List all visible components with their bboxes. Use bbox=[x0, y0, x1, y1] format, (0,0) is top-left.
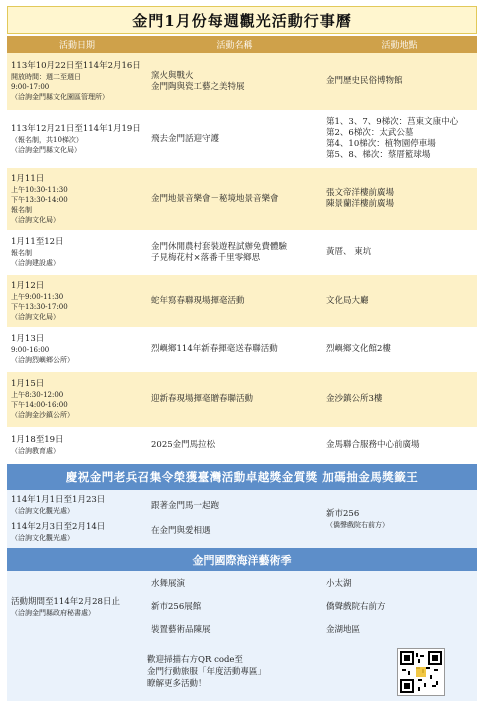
row-place: 張文帝洋樓前廣場 bbox=[326, 188, 395, 198]
row-date: 1月15日 bbox=[11, 379, 45, 389]
row-place: 金門歷史民俗博物館 bbox=[326, 76, 403, 86]
row-name: 金門休閒農村套裝遊程試辦免費體驗 bbox=[151, 241, 288, 252]
row-date: 1月12日 bbox=[11, 280, 45, 291]
row-sub: 下午13:30-14:00 bbox=[11, 195, 68, 204]
footer-line: 瞭解更多活動！ bbox=[147, 679, 207, 689]
festival-place: 僑聲戲院右前方 bbox=[326, 601, 386, 612]
promo-date: 114年1月1日至1月23日 bbox=[11, 495, 106, 505]
row-place: 烈嶼鄉文化館2樓 bbox=[326, 344, 391, 354]
table-row bbox=[7, 372, 477, 427]
row-sub: （洽詢烈嶼鄉公所） bbox=[11, 356, 74, 364]
table-row bbox=[7, 327, 477, 372]
page bbox=[7, 0, 477, 701]
festival-place: 小太湖 bbox=[326, 578, 352, 589]
art-festival-section bbox=[7, 571, 477, 643]
table-header bbox=[7, 36, 477, 53]
row-date: 113年12月21日至114年1月19日 bbox=[11, 123, 141, 134]
table-row bbox=[7, 275, 477, 327]
row-sub: （洽詢文化局） bbox=[11, 312, 60, 321]
table-row bbox=[7, 427, 477, 464]
row-name: 金門地景音樂會－秘境地景音樂會 bbox=[151, 193, 279, 204]
table-row bbox=[7, 110, 477, 168]
row-sub: 報名制 bbox=[11, 249, 32, 257]
row-place: 第5、8、梯次：蔡厝籃球場 bbox=[326, 150, 431, 160]
row-sub: 9:00-17:00 bbox=[11, 83, 50, 91]
row-name: 子見梅花村×落番千里零鄉思 bbox=[151, 252, 261, 263]
promo-place: 新市256 bbox=[326, 508, 360, 519]
row-sub: （洽詢教育處） bbox=[11, 447, 60, 455]
row-sub: 下午14:00-16:00 bbox=[11, 401, 68, 409]
row-name: 烈嶼鄉114年新春揮毫送春聯活動 bbox=[151, 344, 278, 354]
row-place: 陳景蘭洋樓前廣場 bbox=[326, 199, 395, 209]
header-place: 活動地點 bbox=[381, 41, 418, 51]
row-name: 窯火與戰火 bbox=[151, 70, 194, 81]
row-date: 1月18至19日 bbox=[11, 435, 64, 445]
row-name: 迎新春現場揮毫贈春聯活動 bbox=[151, 394, 254, 404]
promo-sub: （洽詢文化觀光處） bbox=[11, 534, 74, 542]
row-sub: （洽詢金門縣文化局） bbox=[11, 145, 81, 154]
row-sub: （洽詢文化局） bbox=[11, 215, 60, 224]
festival-item: 水舞展演 bbox=[151, 578, 186, 589]
row-place: 金沙鎮公所3樓 bbox=[326, 394, 383, 404]
row-name: 蛇年寫春聯現場揮毫活動 bbox=[151, 295, 245, 306]
row-sub: 上午8:30-12:00 bbox=[11, 391, 64, 399]
page-title: 金門1月份每週觀光活動行事曆 bbox=[7, 6, 477, 34]
row-name: 飛去金門話迎守護 bbox=[151, 133, 220, 144]
festival-item: 裝置藝術品陳展 bbox=[151, 624, 211, 635]
row-date: 113年10月22日至114年2月16日 bbox=[11, 61, 141, 71]
table-row bbox=[7, 168, 477, 230]
festival-item: 新市256展館 bbox=[151, 601, 202, 612]
row-sub: 9:00-16:00 bbox=[11, 346, 50, 354]
row-place: 黃厝、 東坑 bbox=[326, 247, 372, 257]
row-place: 文化局大廳 bbox=[326, 295, 369, 306]
qr-code-icon[interactable] bbox=[397, 648, 445, 696]
festival-date: 活動期間至114年2月28日止 bbox=[11, 596, 120, 607]
festival-sub: （洽詢金門縣政府秘書處） bbox=[11, 608, 95, 617]
row-sub: （報名制，共10梯次） bbox=[11, 135, 83, 144]
promo-name: 在金門與愛相遇 bbox=[151, 526, 211, 536]
row-place: 金馬聯合服務中心前廣場 bbox=[326, 440, 420, 450]
row-sub: 上午10:30-11:30 bbox=[11, 185, 68, 194]
footer-line: 歡迎掃描右方QR code至 bbox=[147, 655, 243, 665]
row-sub: 下午13:30-17:00 bbox=[11, 302, 68, 311]
row-date: 1月13日 bbox=[11, 334, 45, 344]
table-row bbox=[7, 53, 477, 110]
promo-date: 114年2月3日至2月14日 bbox=[11, 522, 106, 532]
footer bbox=[7, 643, 477, 701]
row-sub: （洽詢金沙鎮公所） bbox=[11, 411, 74, 419]
row-sub: 開放時間：週二至週日 bbox=[11, 73, 81, 81]
row-sub: （洽詢金門縣文化園區管理所） bbox=[11, 93, 109, 101]
festival-place: 金湖地區 bbox=[326, 624, 361, 635]
row-sub: 上午9:00-11:30 bbox=[11, 292, 64, 301]
row-sub: （洽詢建設處） bbox=[11, 259, 60, 267]
promo-place-sub: （僑聲戲院右前方） bbox=[326, 520, 389, 529]
row-place: 第1、3、7、9梯次：莒東文康中心 bbox=[326, 117, 459, 127]
row-place: 第4、10梯次：植物園停車場 bbox=[326, 139, 436, 149]
row-name: 金門陶與瓷工藝之美特展 bbox=[151, 81, 245, 92]
row-name: 2025金門馬拉松 bbox=[151, 440, 216, 450]
footer-line: 金門行動旅服「年度活動專區」 bbox=[147, 667, 267, 677]
promo-section bbox=[7, 490, 477, 548]
header-date: 活動日期 bbox=[58, 41, 95, 51]
promo-sub: （洽詢文化觀光處） bbox=[11, 507, 74, 515]
header-name: 活動名稱 bbox=[216, 41, 253, 51]
row-place: 第2、6梯次：太武公墓 bbox=[326, 128, 414, 138]
row-sub: 報名制 bbox=[11, 205, 32, 214]
table-row bbox=[7, 230, 477, 275]
promo-banner: 慶祝金門老兵召集令榮獲臺灣活動卓越獎金質獎 加碼抽金馬獎籤王 bbox=[7, 464, 477, 490]
row-date: 1月11日 bbox=[11, 173, 45, 184]
row-date: 1月11至12日 bbox=[11, 237, 64, 247]
art-festival-banner: 金門國際海洋藝術季 bbox=[7, 548, 477, 571]
promo-name: 跟著金門馬一起跑 bbox=[151, 501, 220, 511]
